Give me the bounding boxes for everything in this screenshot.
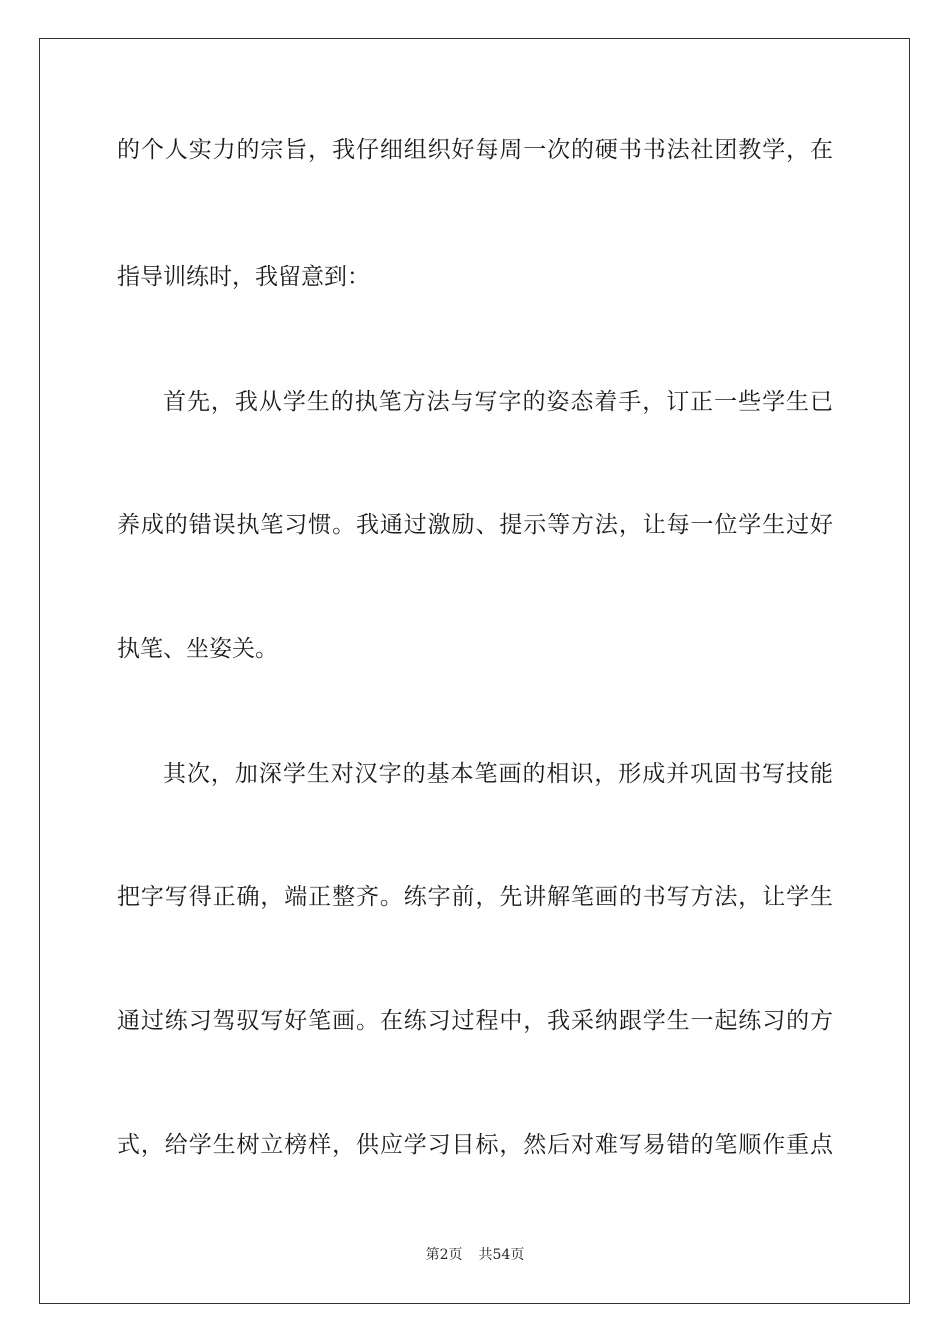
paragraph-line: 式，给学生树立榜样，供应学习目标，然后对难写易错的笔顺作重点 [117,1132,833,1158]
page-number: 第2页 [425,1247,463,1263]
paragraph-line: 指导训练时，我留意到： [117,264,370,290]
total-pages: 共54页 [478,1247,525,1263]
paragraph-line: 其次，加深学生对汉字的基本笔画的相识，形成并巩固书写技能 [163,761,833,787]
paragraph-line: 执笔、坐姿关。 [117,636,278,662]
page-footer [0,1246,950,1264]
paragraph-line: 首先，我从学生的执笔方法与写字的姿态着手，订正一些学生已 [163,389,833,415]
paragraph-line: 通过练习驾驭写好笔画。在练习过程中，我采纳跟学生一起练习的方 [117,1008,833,1034]
paragraph-line: 养成的错误执笔习惯。我通过激励、提示等方法，让每一位学生过好 [117,512,833,538]
paragraph-line: 把字写得正确，端正整齐。练字前，先讲解笔画的书写方法，让学生 [117,884,833,910]
paragraph-line: 的个人实力的宗旨，我仔细组织好每周一次的硬书书法社团教学，在 [117,137,833,163]
page-border [39,38,910,1304]
